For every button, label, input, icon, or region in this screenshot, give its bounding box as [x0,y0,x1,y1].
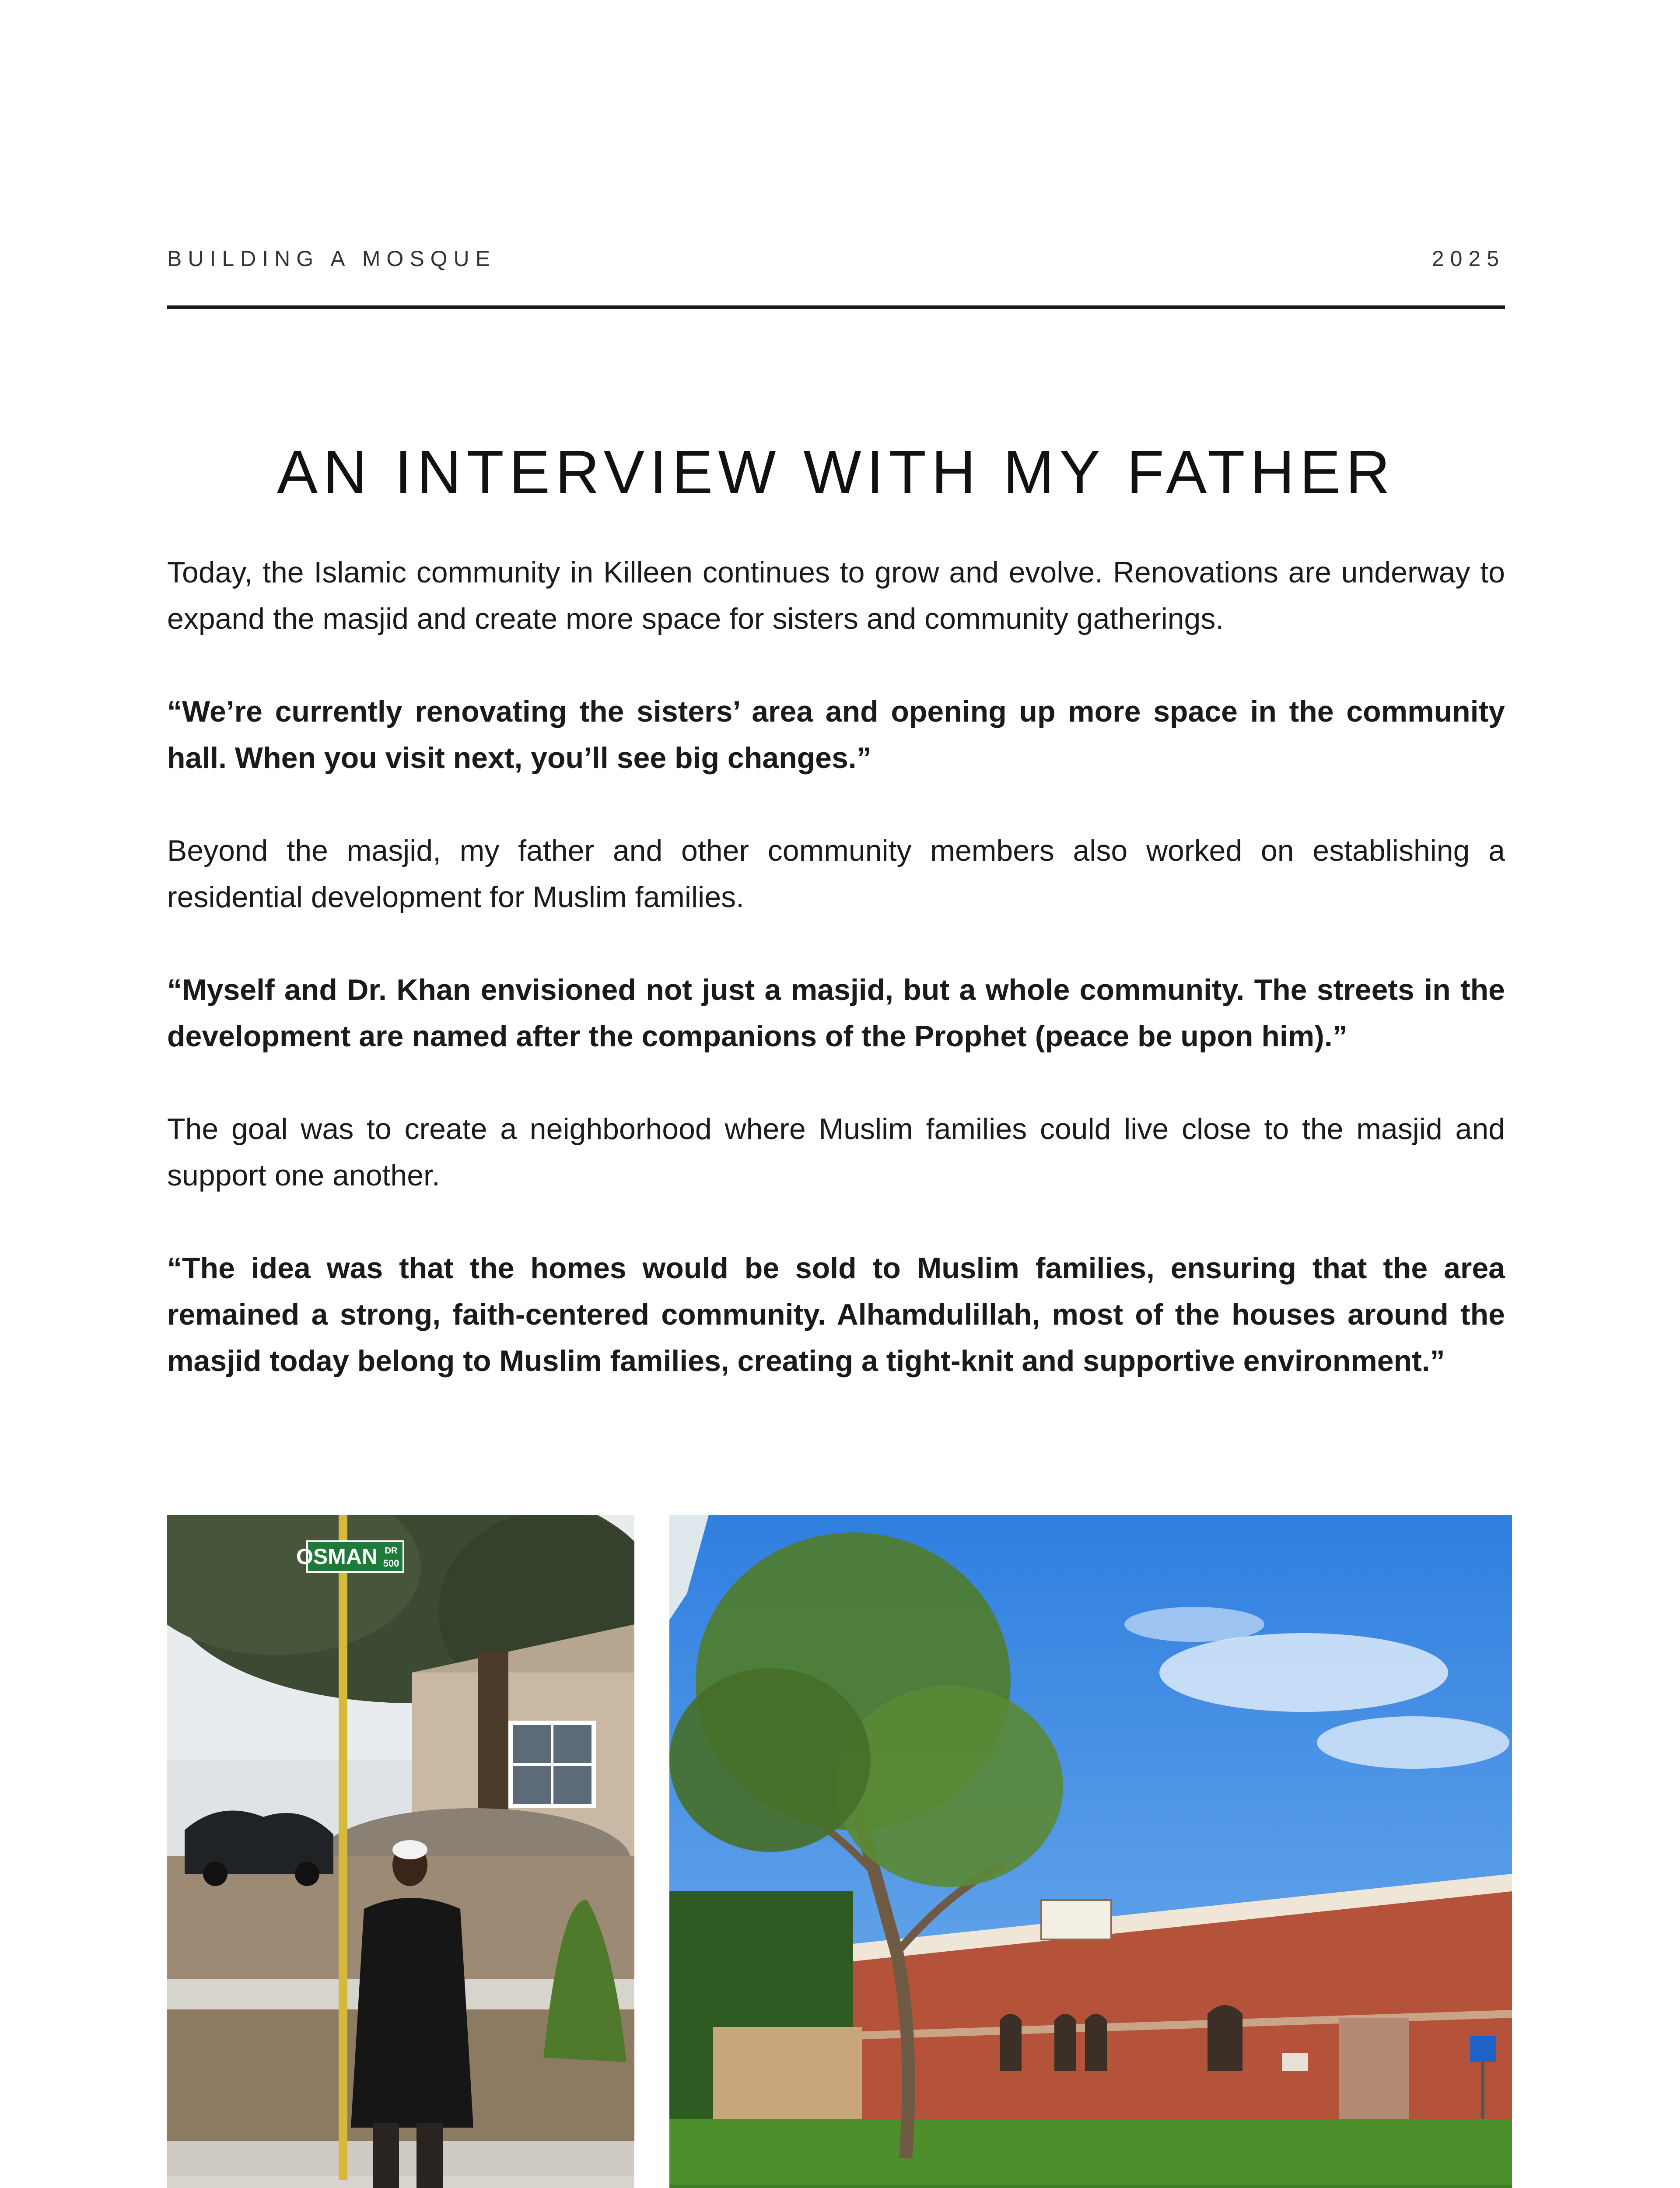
article-body [167,549,1505,1431]
paragraph-intro: Today, the Islamic community in Killeen continues to grow and evolve. Renovations are underway to expand the masjid and create more space for sisters and community gatherings. [167,556,1505,635]
section-label: BUILDING A MOSQUE [167,246,497,271]
street-sign-illustration [167,1515,634,2188]
photo-masjid [669,1515,1512,2188]
quote-homes: “The idea was that the homes would be sold to Muslim families, ensuring that the area remained a strong, faith-centered community. Alhamdulillah, most of the houses around the masjid today belong to Muslim families, creating a tight-knit and supportive environment.” [167,1252,1505,1378]
paragraph-goal: The goal was to create a neighborhood where Muslim families could live close to the masjid and support one another. [167,1112,1505,1192]
street-sign-suffix: DR [385,1546,398,1556]
page-header [167,248,1505,270]
masjid-illustration [669,1515,1512,2188]
photo-street-sign [167,1515,634,2188]
header-divider [167,305,1505,309]
street-sign-name: OSMAN [296,1544,378,1569]
quote-community-vision: “Myself and Dr. Khan envisioned not just a masjid, but a whole community. The streets in the development are named after the companions of the Prophet (peace be upon him).” [167,973,1505,1053]
paragraph-development: Beyond the masjid, my father and other community members also worked on establishing a residential development for Muslim families. [167,834,1505,914]
page-title: AN INTERVIEW WITH MY FATHER [276,437,1396,506]
header-year: 2025 [1432,246,1505,271]
street-sign-number: 500 [383,1558,399,1569]
quote-renovation: “We’re currently renovating the sisters’ area and opening up more space in the community hall. When you visit next, you’ll see big changes.” [167,695,1505,775]
